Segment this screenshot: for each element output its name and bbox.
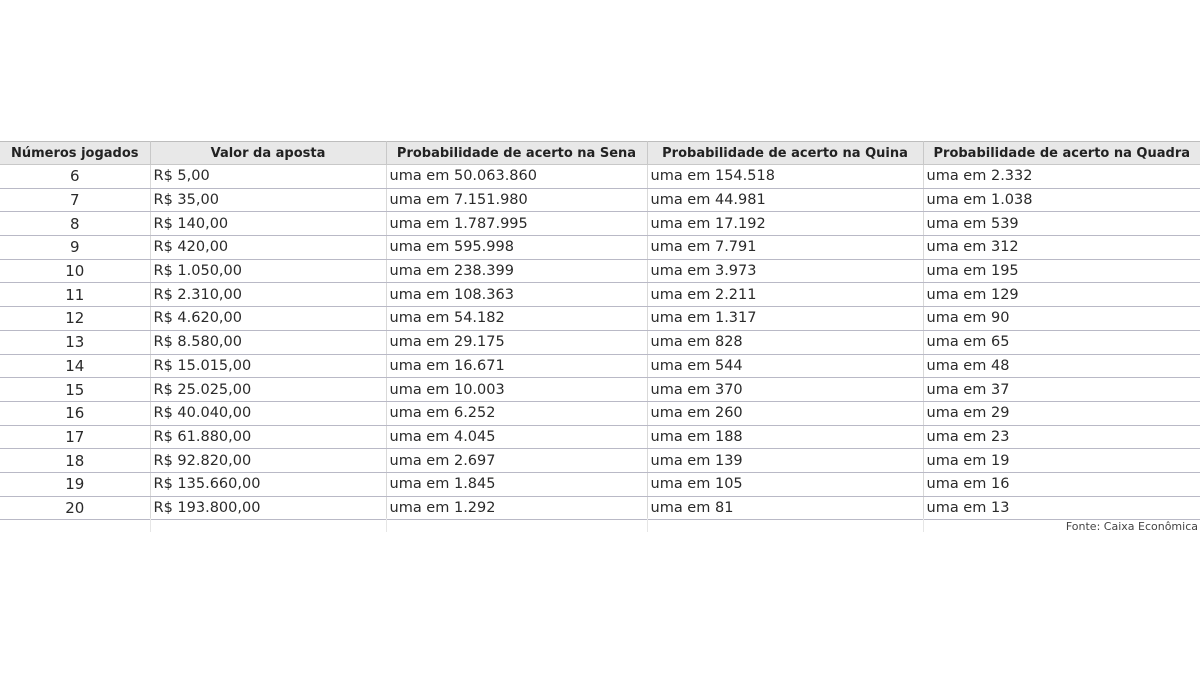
- cell-prob-quadra: uma em 65: [923, 330, 1200, 354]
- cell-prob-sena: uma em 6.252: [386, 401, 647, 425]
- table-row: [0, 307, 1200, 331]
- cell-prob-quadra: uma em 13: [923, 496, 1200, 520]
- cell-prob-quadra: uma em 539: [923, 212, 1200, 236]
- cell-valor-aposta: R$ 420,00: [150, 236, 386, 260]
- cell-prob-sena: uma em 29.175: [386, 330, 647, 354]
- cell-prob-quadra: uma em 37: [923, 378, 1200, 402]
- cell-prob-quina: uma em 370: [647, 378, 923, 402]
- cell-prob-sena: uma em 4.045: [386, 425, 647, 449]
- cell-prob-quina: uma em 188: [647, 425, 923, 449]
- cell-prob-sena: uma em 10.003: [386, 378, 647, 402]
- cell-prob-sena: uma em 50.063.860: [386, 165, 647, 189]
- table-row: [0, 496, 1200, 520]
- cell-prob-quadra: uma em 90: [923, 307, 1200, 331]
- table-row: [0, 188, 1200, 212]
- cell-prob-quadra: uma em 48: [923, 354, 1200, 378]
- table-body: [0, 165, 1200, 520]
- cell-prob-quadra: uma em 312: [923, 236, 1200, 260]
- cell-prob-quina: uma em 3.973: [647, 259, 923, 283]
- cell-valor-aposta: R$ 35,00: [150, 188, 386, 212]
- cell-valor-aposta: R$ 5,00: [150, 165, 386, 189]
- cell-numeros-jogados: 14: [0, 354, 150, 378]
- cell-valor-aposta: R$ 140,00: [150, 212, 386, 236]
- cell-prob-quina: uma em 44.981: [647, 188, 923, 212]
- cell-valor-aposta: R$ 15.015,00: [150, 354, 386, 378]
- table-row: [0, 472, 1200, 496]
- cell-prob-quina: uma em 2.211: [647, 283, 923, 307]
- cell-prob-quina: uma em 260: [647, 401, 923, 425]
- cell-prob-quadra: uma em 23: [923, 425, 1200, 449]
- cell-numeros-jogados: 17: [0, 425, 150, 449]
- column-divider-tail: [923, 518, 924, 532]
- cell-prob-sena: uma em 7.151.980: [386, 188, 647, 212]
- cell-valor-aposta: R$ 8.580,00: [150, 330, 386, 354]
- cell-prob-sena: uma em 2.697: [386, 449, 647, 473]
- table-row: [0, 401, 1200, 425]
- cell-valor-aposta: R$ 2.310,00: [150, 283, 386, 307]
- cell-numeros-jogados: 12: [0, 307, 150, 331]
- table-row: [0, 425, 1200, 449]
- column-divider-tail: [386, 518, 387, 532]
- table-row: [0, 212, 1200, 236]
- cell-prob-sena: uma em 16.671: [386, 354, 647, 378]
- table-row: [0, 449, 1200, 473]
- table-header-row: [0, 142, 1200, 165]
- cell-numeros-jogados: 11: [0, 283, 150, 307]
- column-divider-tail: [647, 518, 648, 532]
- odds-table: [0, 141, 1200, 520]
- header-prob-quadra: Probabilidade de acerto na Quadra: [923, 142, 1200, 165]
- cell-numeros-jogados: 7: [0, 188, 150, 212]
- cell-prob-quina: uma em 105: [647, 472, 923, 496]
- cell-prob-sena: uma em 108.363: [386, 283, 647, 307]
- cell-prob-sena: uma em 238.399: [386, 259, 647, 283]
- cell-numeros-jogados: 8: [0, 212, 150, 236]
- cell-prob-sena: uma em 54.182: [386, 307, 647, 331]
- cell-prob-sena: uma em 1.787.995: [386, 212, 647, 236]
- cell-numeros-jogados: 19: [0, 472, 150, 496]
- cell-prob-quina: uma em 1.317: [647, 307, 923, 331]
- cell-numeros-jogados: 10: [0, 259, 150, 283]
- cell-prob-sena: uma em 1.845: [386, 472, 647, 496]
- cell-numeros-jogados: 13: [0, 330, 150, 354]
- cell-valor-aposta: R$ 1.050,00: [150, 259, 386, 283]
- cell-prob-quadra: uma em 16: [923, 472, 1200, 496]
- cell-prob-quadra: uma em 195: [923, 259, 1200, 283]
- cell-valor-aposta: R$ 25.025,00: [150, 378, 386, 402]
- cell-prob-quadra: uma em 129: [923, 283, 1200, 307]
- cell-prob-quina: uma em 81: [647, 496, 923, 520]
- cell-prob-quadra: uma em 29: [923, 401, 1200, 425]
- cell-valor-aposta: R$ 61.880,00: [150, 425, 386, 449]
- table-row: [0, 283, 1200, 307]
- cell-prob-quina: uma em 7.791: [647, 236, 923, 260]
- cell-valor-aposta: R$ 135.660,00: [150, 472, 386, 496]
- header-prob-sena: Probabilidade de acerto na Sena: [386, 142, 647, 165]
- odds-table-container: [0, 141, 1200, 520]
- table-row: [0, 165, 1200, 189]
- cell-prob-quadra: uma em 19: [923, 449, 1200, 473]
- header-prob-quina: Probabilidade de acerto na Quina: [647, 142, 923, 165]
- cell-prob-quadra: uma em 1.038: [923, 188, 1200, 212]
- cell-valor-aposta: R$ 92.820,00: [150, 449, 386, 473]
- cell-numeros-jogados: 15: [0, 378, 150, 402]
- cell-numeros-jogados: 9: [0, 236, 150, 260]
- column-divider-tail: [150, 518, 151, 532]
- table-row: [0, 330, 1200, 354]
- cell-numeros-jogados: 18: [0, 449, 150, 473]
- table-row: [0, 354, 1200, 378]
- cell-numeros-jogados: 6: [0, 165, 150, 189]
- table-row: [0, 236, 1200, 260]
- table-row: [0, 259, 1200, 283]
- header-numeros-jogados: Números jogados: [0, 142, 150, 165]
- cell-prob-quina: uma em 154.518: [647, 165, 923, 189]
- source-note: Fonte: Caixa Econômica: [1065, 520, 1198, 533]
- cell-prob-quadra: uma em 2.332: [923, 165, 1200, 189]
- table-row: [0, 378, 1200, 402]
- header-valor-aposta: Valor da aposta: [150, 142, 386, 165]
- cell-numeros-jogados: 16: [0, 401, 150, 425]
- cell-prob-quina: uma em 828: [647, 330, 923, 354]
- cell-prob-sena: uma em 1.292: [386, 496, 647, 520]
- cell-prob-quina: uma em 544: [647, 354, 923, 378]
- cell-valor-aposta: R$ 4.620,00: [150, 307, 386, 331]
- cell-prob-quina: uma em 139: [647, 449, 923, 473]
- cell-valor-aposta: R$ 40.040,00: [150, 401, 386, 425]
- cell-prob-quina: uma em 17.192: [647, 212, 923, 236]
- cell-valor-aposta: R$ 193.800,00: [150, 496, 386, 520]
- cell-numeros-jogados: 20: [0, 496, 150, 520]
- cell-prob-sena: uma em 595.998: [386, 236, 647, 260]
